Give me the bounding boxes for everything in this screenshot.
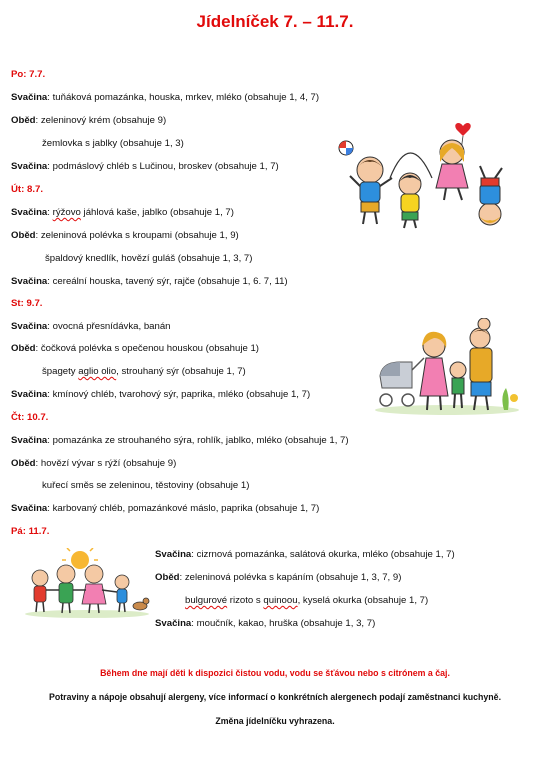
friday-main-course: bulgurové rizoto s quinoou, kyselá okurka (obsahuje 1, 7) [185, 595, 429, 606]
footer-water-note: Během dne mají děti k dispozici čistou vodu, vodu se šťávou nebo s citrónem a čaj. [100, 668, 450, 678]
friday-snack-morning: Svačina: cizrnová pomazánka, salátová okurka, mléko (obsahuje 1, 7) [155, 549, 455, 560]
day-heading-wednesday: St: 9.7. [11, 298, 43, 309]
tuesday-lunch: Oběd: zeleninová polévka s kroupami (obsahuje 1, 9) [11, 230, 239, 241]
wednesday-main-course: špagety aglio olio, strouhaný sýr (obsahuje 1, 7) [42, 366, 246, 377]
family-stroller-illustration [372, 318, 522, 416]
playing-children-illustration [330, 118, 510, 230]
thursday-snack-afternoon: Svačina: karbovaný chléb, pomazánkové máslo, paprika (obsahuje 1, 7) [11, 503, 320, 514]
footer-change-note: Změna jídelníčku vyhrazena. [215, 716, 335, 726]
monday-main-course: žemlovka s jablky (obsahuje 1, 3) [42, 138, 184, 149]
tuesday-snack-afternoon: Svačina: cereální houska, tavený sýr, rajče (obsahuje 1, 6. 7, 11) [11, 276, 288, 287]
monday-snack-morning: Svačina: tuňáková pomazánka, houska, mrkev, mléko (obsahuje 1, 4, 7) [11, 92, 320, 103]
thursday-main-course: kuřecí směs se zeleninou, těstoviny (obsahuje 1) [42, 480, 250, 491]
page-title: Jídelníček 7. – 11.7. [196, 12, 354, 31]
tuesday-main-course: špaldový knedlík, hovězí guláš (obsahuje 1, 3, 7) [45, 253, 253, 264]
day-heading-tuesday: Út: 8.7. [11, 184, 43, 195]
monday-lunch: Oběd: zeleninový krém (obsahuje 9) [11, 115, 167, 126]
friday-snack-afternoon: Svačina: moučník, kakao, hruška (obsahuje 1, 3, 7) [155, 618, 376, 629]
day-heading-thursday: Čt: 10.7. [11, 412, 49, 423]
thursday-snack-morning: Svačina: pomazánka ze strouhaného sýra, rohlík, jablko, mléko (obsahuje 1, 7) [11, 435, 349, 446]
footer-allergen-note: Potraviny a nápoje obsahují alergeny, více informací o konkrétních alergenech podají zaměstnanci kuchyně. [48, 692, 502, 702]
day-heading-friday: Pá: 11.7. [11, 526, 50, 537]
friday-lunch: Oběd: zeleninová polévka s kapáním (obsahuje 1, 3, 7, 9) [155, 572, 402, 583]
day-heading-monday: Po: 7.7. [11, 69, 46, 80]
monday-snack-afternoon: Svačina: podmáslový chléb s Lučinou, broskev (obsahuje 1, 7) [11, 161, 279, 172]
wednesday-snack-morning: Svačina: ovocná přesnídávka, banán [11, 321, 171, 332]
tuesday-snack-morning: Svačina: rýžovo jáhlová kaše, jablko (obsahuje 1, 7) [11, 207, 234, 218]
thursday-lunch: Oběd: hovězí vývar s rýží (obsahuje 9) [11, 458, 177, 469]
wednesday-lunch: Oběd: čočková polévka s opečenou houskou (obsahuje 1) [11, 343, 260, 354]
family-sun-illustration [22, 548, 152, 618]
wednesday-snack-afternoon: Svačina: kmínový chléb, tvarohový sýr, paprika, mléko (obsahuje 1, 7) [11, 389, 311, 400]
